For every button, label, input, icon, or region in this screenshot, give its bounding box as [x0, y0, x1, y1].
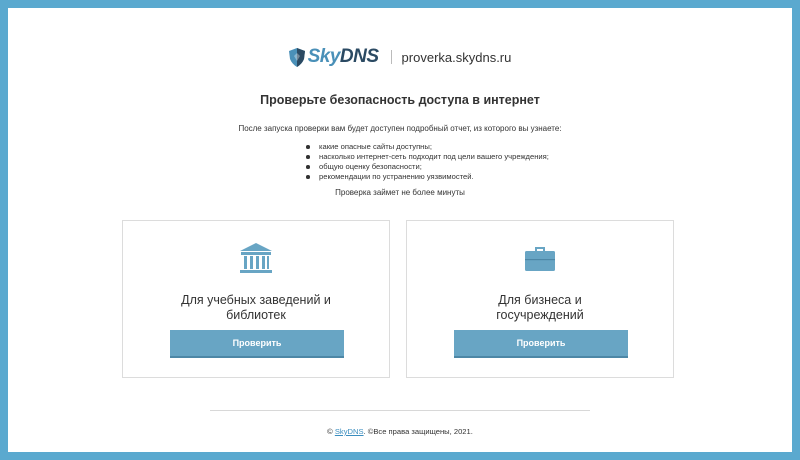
list-item: рекомендации по устранению уязвимостей.	[306, 172, 549, 182]
list-item: какие опасные сайты доступны;	[306, 142, 549, 152]
footer: © SkyDNS. ©Все права защищены, 2021.	[327, 427, 473, 436]
briefcase-icon	[407, 241, 673, 275]
check-business-button[interactable]: Проверить	[454, 330, 628, 358]
card-title: Для учебных заведений и библиотек	[181, 293, 331, 322]
card-title: Для бизнеса и госучреждений	[496, 293, 584, 322]
page-title: Проверьте безопасность доступа в интернет	[260, 93, 540, 107]
check-education-button[interactable]: Проверить	[170, 330, 344, 358]
shield-icon	[289, 48, 305, 67]
domain-label: proverka.skydns.ru	[401, 49, 512, 65]
page	[8, 8, 792, 452]
skydns-logo[interactable]	[289, 46, 379, 68]
footer-divider	[210, 410, 590, 411]
header	[8, 46, 792, 68]
institution-icon	[123, 241, 389, 275]
list-item: насколько интернет-сеть подходит под цели вашего учреждения;	[306, 152, 549, 162]
intro-text: После запуска проверки вам будет доступен подробный отчет, из которого вы узнаете:	[238, 124, 562, 133]
duration-note: Проверка займет не более минуты	[335, 188, 465, 197]
header-divider	[391, 50, 392, 64]
logo-text: SkyDNS	[307, 46, 379, 67]
list-item: общую оценку безопасности;	[306, 162, 549, 172]
skydns-link[interactable]: SkyDNS	[334, 427, 364, 436]
card-business	[406, 220, 674, 378]
card-education	[122, 220, 390, 378]
feature-list	[306, 142, 549, 182]
